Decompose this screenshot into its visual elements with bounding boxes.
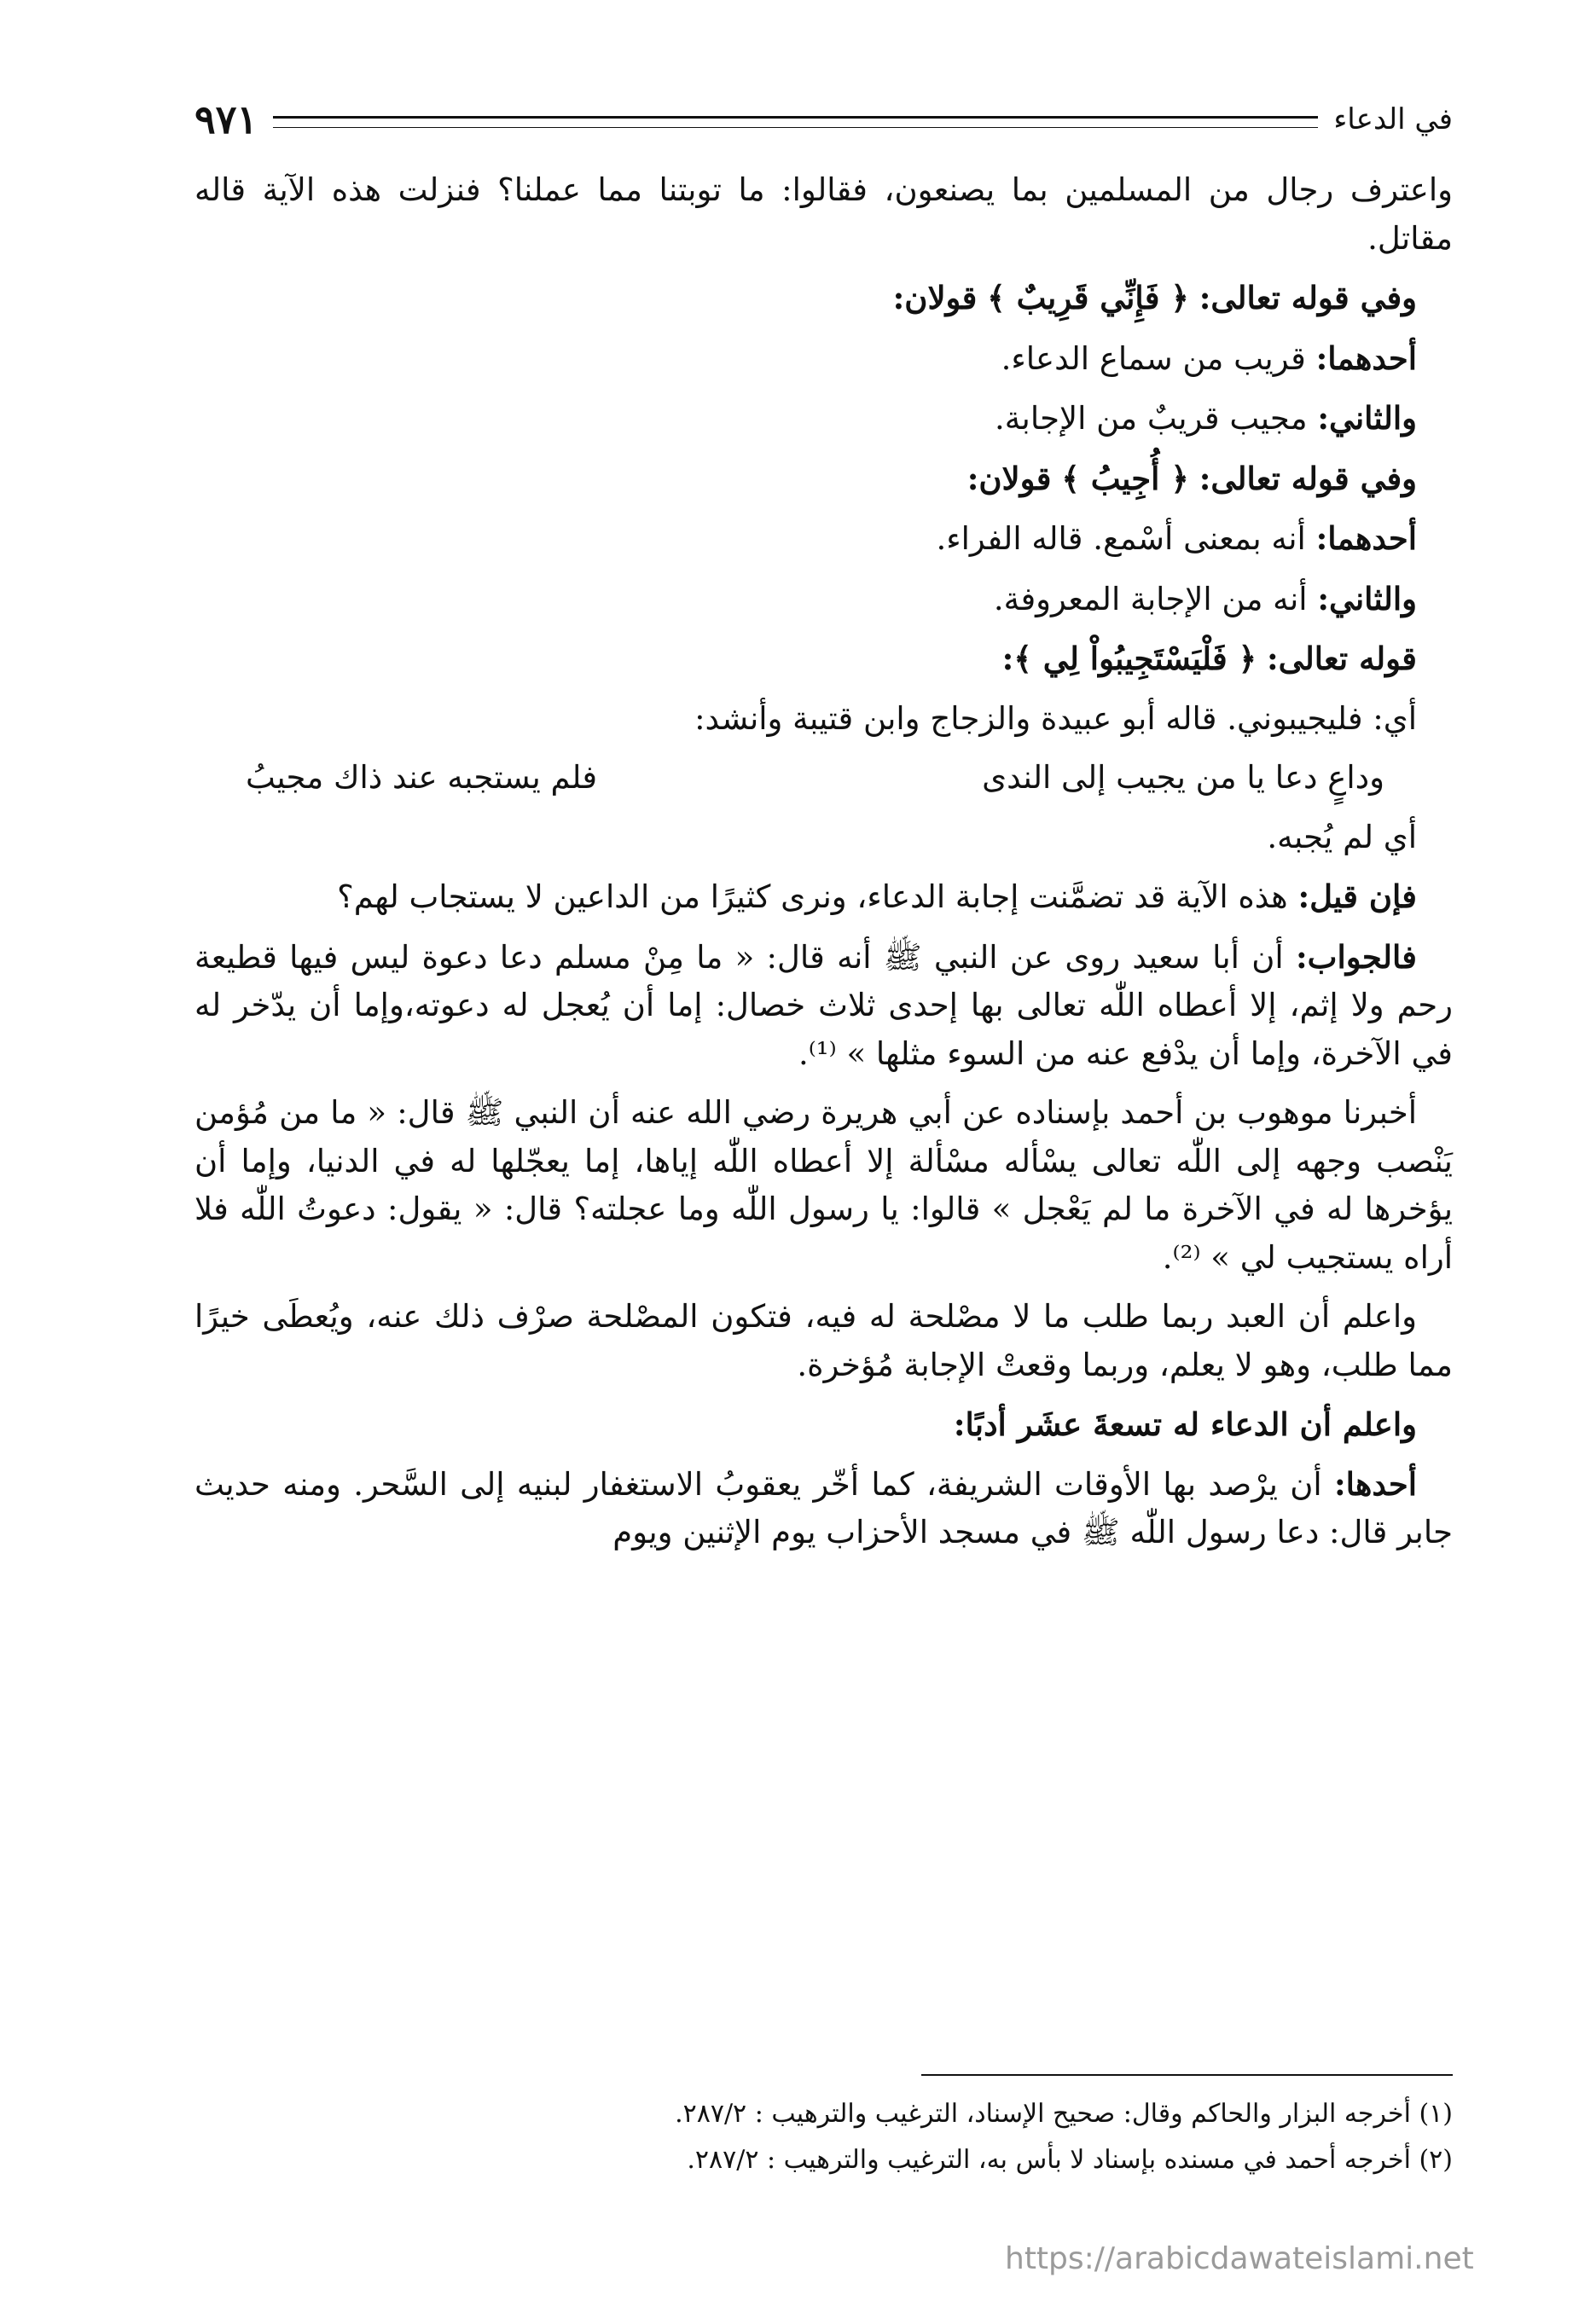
answer-paragraph [194, 933, 1453, 1079]
opinion-label: والثاني: [1317, 399, 1417, 437]
page-number: ٩٧١ [194, 96, 258, 142]
opinion-text: قريب من سماع الدعاء. [1001, 339, 1306, 377]
answer-label: فالجواب: [1295, 937, 1417, 976]
chapter-title: في الدعاء [1333, 102, 1453, 136]
heading-tail: قولان: [966, 459, 1052, 497]
heading-line [194, 635, 1453, 684]
heading-line [194, 455, 1453, 504]
paragraph: أي لم يُجبه. [1267, 818, 1417, 855]
heading-label: وفي قوله تعالى: [1199, 459, 1417, 497]
etiquette-paragraph [194, 1460, 1453, 1557]
verse-second-hemistich: فلم يستجبه عند ذاك مجيبُ [246, 759, 598, 796]
opinion-label: أحدهما: [1315, 339, 1417, 377]
opinion-label: أحدهما: [1315, 519, 1417, 557]
quran-verse: ﴿ فَإِنِّي قَرِيبٌ ﴾ [987, 279, 1189, 316]
answer-text: أن أبا سعيد روى عن النبي ﷺ أنه قال: « ما مِنْ مسلم دعا دعوة ليس فيها قطيعة رحم ولا إثم، إلا أعطاه اللّٰه تعالى بها إحدى ثلاث خصال: إما أن يُعجل له دعوته،وإما أن يدّخر له في الآخرة، وإما أن يدْفع عنه من السوء مثلها » ⁽¹⁾. [194, 938, 1453, 1072]
question-paragraph [194, 872, 1453, 922]
section-heading: واعلم أن الدعاء له تسعةَ عشَر أدبًا: [953, 1405, 1417, 1443]
footnotes [194, 2091, 1453, 2183]
opinion-line [194, 334, 1453, 384]
paragraph: واعلم أن العبد ربما طلب ما لا مصْلحة له فيه، فتكون المصْلحة صرْف ذلك عنه، ويُعطَى خيرًا مما طلب، وهو لا يعلم، وربما وقعتْ الإجابة مُؤخرة. [194, 1298, 1453, 1383]
footnote-2: (٢) أخرجه أحمد في مسنده بإسناد لا بأس به، الترغيب والترهيب : ٢٨٧/٢. [687, 2145, 1453, 2175]
opinion-label: والثاني: [1317, 579, 1417, 617]
opinion-text: أنه من الإجابة المعروفة. [993, 580, 1308, 617]
opinion-line [194, 394, 1453, 443]
opinion-text: أنه بمعنى أسْمع. قاله الفراء. [936, 520, 1306, 557]
watermark-url: https://arabicdawateislami.net [1005, 2241, 1474, 2276]
footnote-rule [921, 2074, 1453, 2076]
verse-first-hemistich: وداعٍ دعا يا من يجيب إلى الندى [982, 759, 1384, 796]
running-header [194, 94, 1453, 145]
poetry-verse [194, 754, 1453, 803]
etiquette-label: أحدها: [1333, 1464, 1418, 1503]
header-rule [273, 116, 1318, 128]
quran-verse: ﴿ أُجِيبُ ﴾ [1061, 459, 1189, 497]
quran-verse: ﴿ فَلْيَسْتَجِيبُواْ لِي ﴾: [1001, 640, 1257, 677]
opinion-text: مجيب قريبٌ من الإجابة. [994, 400, 1308, 437]
footnote-1: (١) أخرجه البزار والحاكم وقال: صحيح الإسناد، الترغيب والترهيب : ٢٨٧/٢. [675, 2099, 1453, 2129]
paragraph: واعترف رجال من المسلمين بما يصنعون، فقالوا: ما توبتنا مما عملنا؟ فنزلت هذه الآية قاله مقاتل. [194, 171, 1453, 257]
opinion-line [194, 514, 1453, 564]
heading-label: قوله تعالى: [1267, 640, 1417, 677]
paragraph: أي: فليجيبوني. قاله أبو عبيدة والزجاج وابن قتيبة وأنشد: [694, 699, 1417, 737]
hadith-paragraph: أخبرنا موهوب بن أحمد بإسناده عن أبي هريرة رضي الله عنه أن النبي ﷺ قال: « ما من مُؤمن يَنْصب وجهه إلى اللّٰه تعالى يسْأله مسْألة إلا أعطاه اللّٰه إياها، إما يعجّلها له في الدنيا، وإما أن يؤخرها له في الآخرة ما لم يَعْجل » قالوا: يا رسول اللّٰه وما عجلته؟ قال: « يقول: دعوتُ اللّٰه فلا أراه يستجيب لي » ⁽²⁾. [194, 1094, 1453, 1276]
etiquette-text: أن يرْصد بها الأوقات الشريفة، كما أخّر يعقوبُ الاستغفار لبنيه إلى السَّحر. ومنه حديث جابر قال: دعا رسول اللّٰه ﷺ في مسجد الأحزاب يوم الإثنين ويوم [194, 1465, 1453, 1550]
heading-line [194, 274, 1453, 323]
body-text [194, 166, 1453, 1557]
heading-label: وفي قوله تعالى: [1199, 279, 1417, 316]
question-label: فإن قيل: [1297, 878, 1417, 915]
heading-tail: قولان: [892, 279, 978, 316]
opinion-line [194, 575, 1453, 624]
question-text: هذه الآية قد تضمَّنت إجابة الدعاء، ونرى كثيرًا من الداعين لا يستجاب لهم؟ [337, 878, 1288, 915]
